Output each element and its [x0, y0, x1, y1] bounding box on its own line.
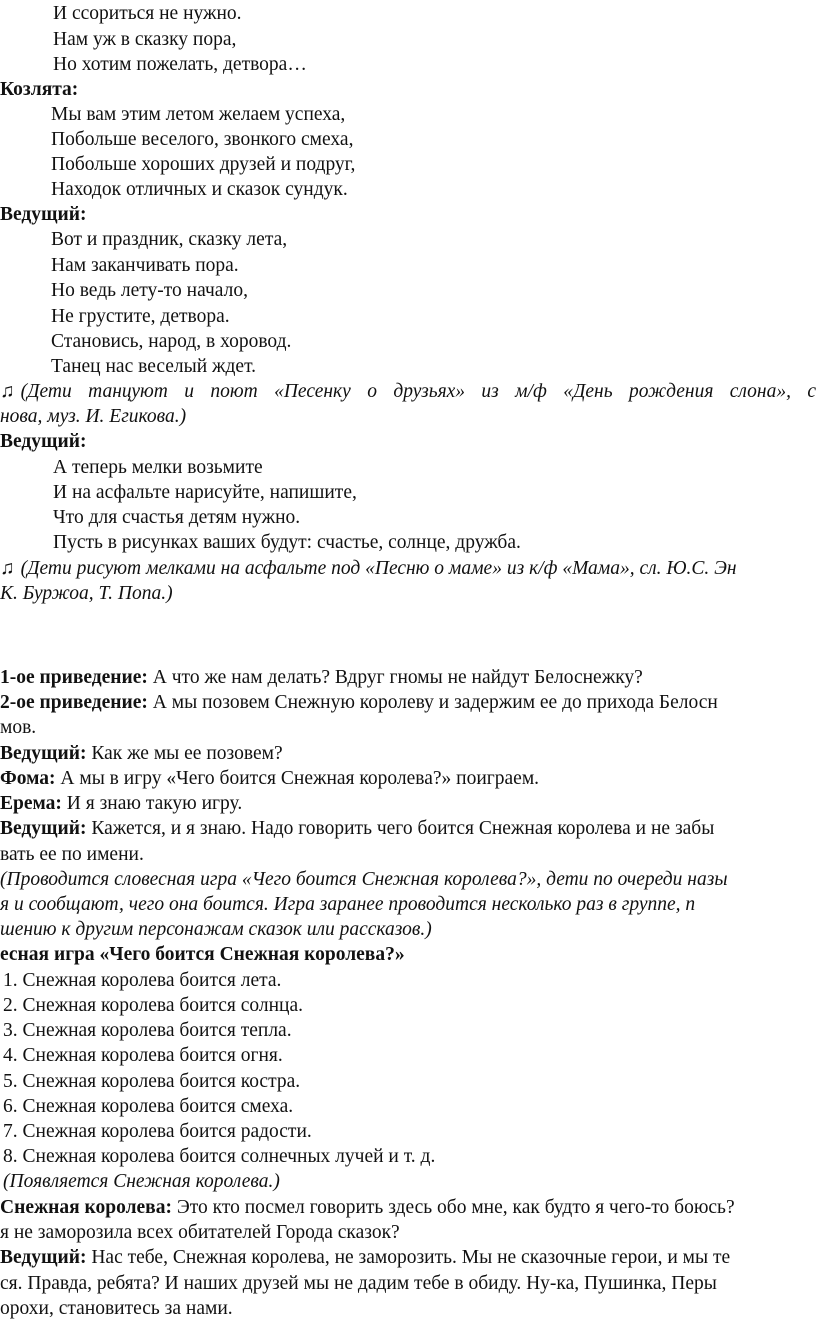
stage-direction-line: я и сообщают, чего она боится. Игра заранее проводится несколько раз в группе, п — [0, 894, 696, 915]
verse-line: Вот и праздник, сказку лета, — [51, 229, 288, 250]
verse-line: Что для счастья детям нужно. — [53, 507, 301, 528]
list-item: 8. Снежная королева боится солнечных лучей и т. д. — [3, 1146, 436, 1167]
list-item: 4. Снежная королева боится огня. — [3, 1045, 283, 1066]
verse-line: А теперь мелки возьмите — [53, 457, 263, 478]
dialogue-text: Нас тебе, Снежная королева, не заморозить. Мы не сказочные герои, и мы те — [91, 1247, 731, 1268]
dialogue-continuation: мов. — [0, 717, 37, 738]
list-item: 2. Снежная королева боится солнца. — [3, 995, 303, 1016]
speaker-label: Снежная королева: — [0, 1197, 172, 1218]
verse-line: Пусть в рисунках ваших будут: счастье, солнце, дружба. — [53, 532, 521, 553]
stage-direction-line: (Появляется Снежная королева.) — [3, 1171, 280, 1192]
stage-direction — [0, 557, 737, 581]
dialogue-text: Как же мы ее позовем? — [91, 743, 283, 764]
verse-line: Становись, народ, в хоровод. — [51, 331, 292, 352]
stage-direction — [0, 380, 816, 404]
music-note-icon: ♫ — [0, 381, 15, 402]
speaker-heading: Ведущий: — [0, 431, 87, 452]
dialogue-line — [0, 767, 539, 791]
list-item: 6. Снежная королева боится смеха. — [3, 1096, 294, 1117]
verse-line: Но ведь лету-то начало, — [51, 280, 248, 301]
game-title: есная игра «Чего боится Снежная королева?» — [0, 944, 405, 965]
stage-direction-line: К. Буржоа, Т. Попа.) — [0, 583, 173, 604]
list-item: 1. Снежная королева боится лета. — [3, 970, 282, 991]
dialogue-line — [0, 691, 718, 715]
verse-line: И на асфальте нарисуйте, напишите, — [53, 482, 357, 503]
verse-line: Не грустите, детвора. — [51, 306, 230, 327]
speaker-label: Ерема: — [0, 793, 62, 814]
stage-direction-line: (Проводится словесная игра «Чего боится Снежная королева?», дети по очереди назы — [0, 869, 728, 890]
verse-line: Танец нас веселый ждет. — [51, 356, 257, 377]
dialogue-line — [0, 666, 643, 690]
verse-line: И ссориться не нужно. — [53, 3, 242, 24]
speaker-heading: Козлята: — [0, 79, 79, 100]
stage-direction-text: (Дети рисуют мелками на асфальте под «Песню о маме» из к/ф «Мама», сл. Ю.С. Эн — [20, 558, 737, 579]
list-item: 3. Снежная королева боится тепла. — [3, 1020, 292, 1041]
speaker-label: Ведущий: — [0, 1247, 87, 1268]
speaker-heading: Ведущий: — [0, 204, 87, 225]
dialogue-line — [0, 817, 714, 841]
stage-direction-line: нова, муз. И. Егикова.) — [0, 406, 187, 427]
dialogue-continuation: орохи, становитесь за нами. — [0, 1298, 233, 1319]
dialogue-line — [0, 1246, 730, 1270]
speaker-label: Фома: — [0, 768, 56, 789]
dialogue-text: А что же нам делать? Вдруг гномы не найдут Белоснежку? — [152, 667, 643, 688]
dialogue-text: А мы в игру «Чего боится Снежная королева?» поиграем. — [60, 768, 540, 789]
verse-line: Находок отличных и сказок сундук. — [51, 179, 348, 200]
dialogue-line — [0, 1196, 735, 1220]
music-note-icon: ♫ — [0, 558, 15, 579]
dialogue-continuation: я не заморозила всех обитателей Города сказок? — [0, 1222, 400, 1243]
verse-line: Побольше хороших друзей и подруг, — [51, 154, 356, 175]
dialogue-text: А мы позовем Снежную королеву и задержим ее до прихода Белосн — [152, 692, 718, 713]
dialogue-text: Это кто посмел говорить здесь обо мне, как будто я чего-то боюсь? — [176, 1197, 735, 1218]
speaker-label: 1-ое приведение: — [0, 667, 148, 688]
verse-line: Побольше веселого, звонкого смеха, — [51, 129, 354, 150]
dialogue-continuation: вать ее по имени. — [0, 844, 144, 865]
dialogue-text: И я знаю такую игру. — [66, 793, 243, 814]
dialogue-text: Кажется, и я знаю. Надо говорить чего боится Снежная королева и не забы — [91, 818, 715, 839]
speaker-label: Ведущий: — [0, 818, 87, 839]
verse-line: Нам уж в сказку пора, — [53, 29, 237, 50]
dialogue-line — [0, 792, 242, 816]
speaker-label: 2-ое приведение: — [0, 692, 148, 713]
verse-line: Но хотим пожелать, детвора… — [53, 54, 307, 75]
speaker-label: Ведущий: — [0, 743, 87, 764]
stage-direction-text: (Дети танцуют и поют «Песенку о друзьях» из м/ф «День рождения слона», с — [20, 381, 816, 402]
stage-direction-line: шению к другим персонажам сказок или рассказов.) — [0, 919, 432, 940]
dialogue-continuation: ся. Правда, ребята? И наших друзей мы не дадим тебе в обиду. Ну-ка, Пушинка, Перы — [0, 1273, 717, 1294]
list-item: 7. Снежная королева боится радости. — [3, 1121, 312, 1142]
verse-line: Мы вам этим летом желаем успеха, — [51, 104, 346, 125]
dialogue-line — [0, 742, 283, 766]
list-item: 5. Снежная королева боится костра. — [3, 1071, 301, 1092]
verse-line: Нам заканчивать пора. — [51, 255, 239, 276]
